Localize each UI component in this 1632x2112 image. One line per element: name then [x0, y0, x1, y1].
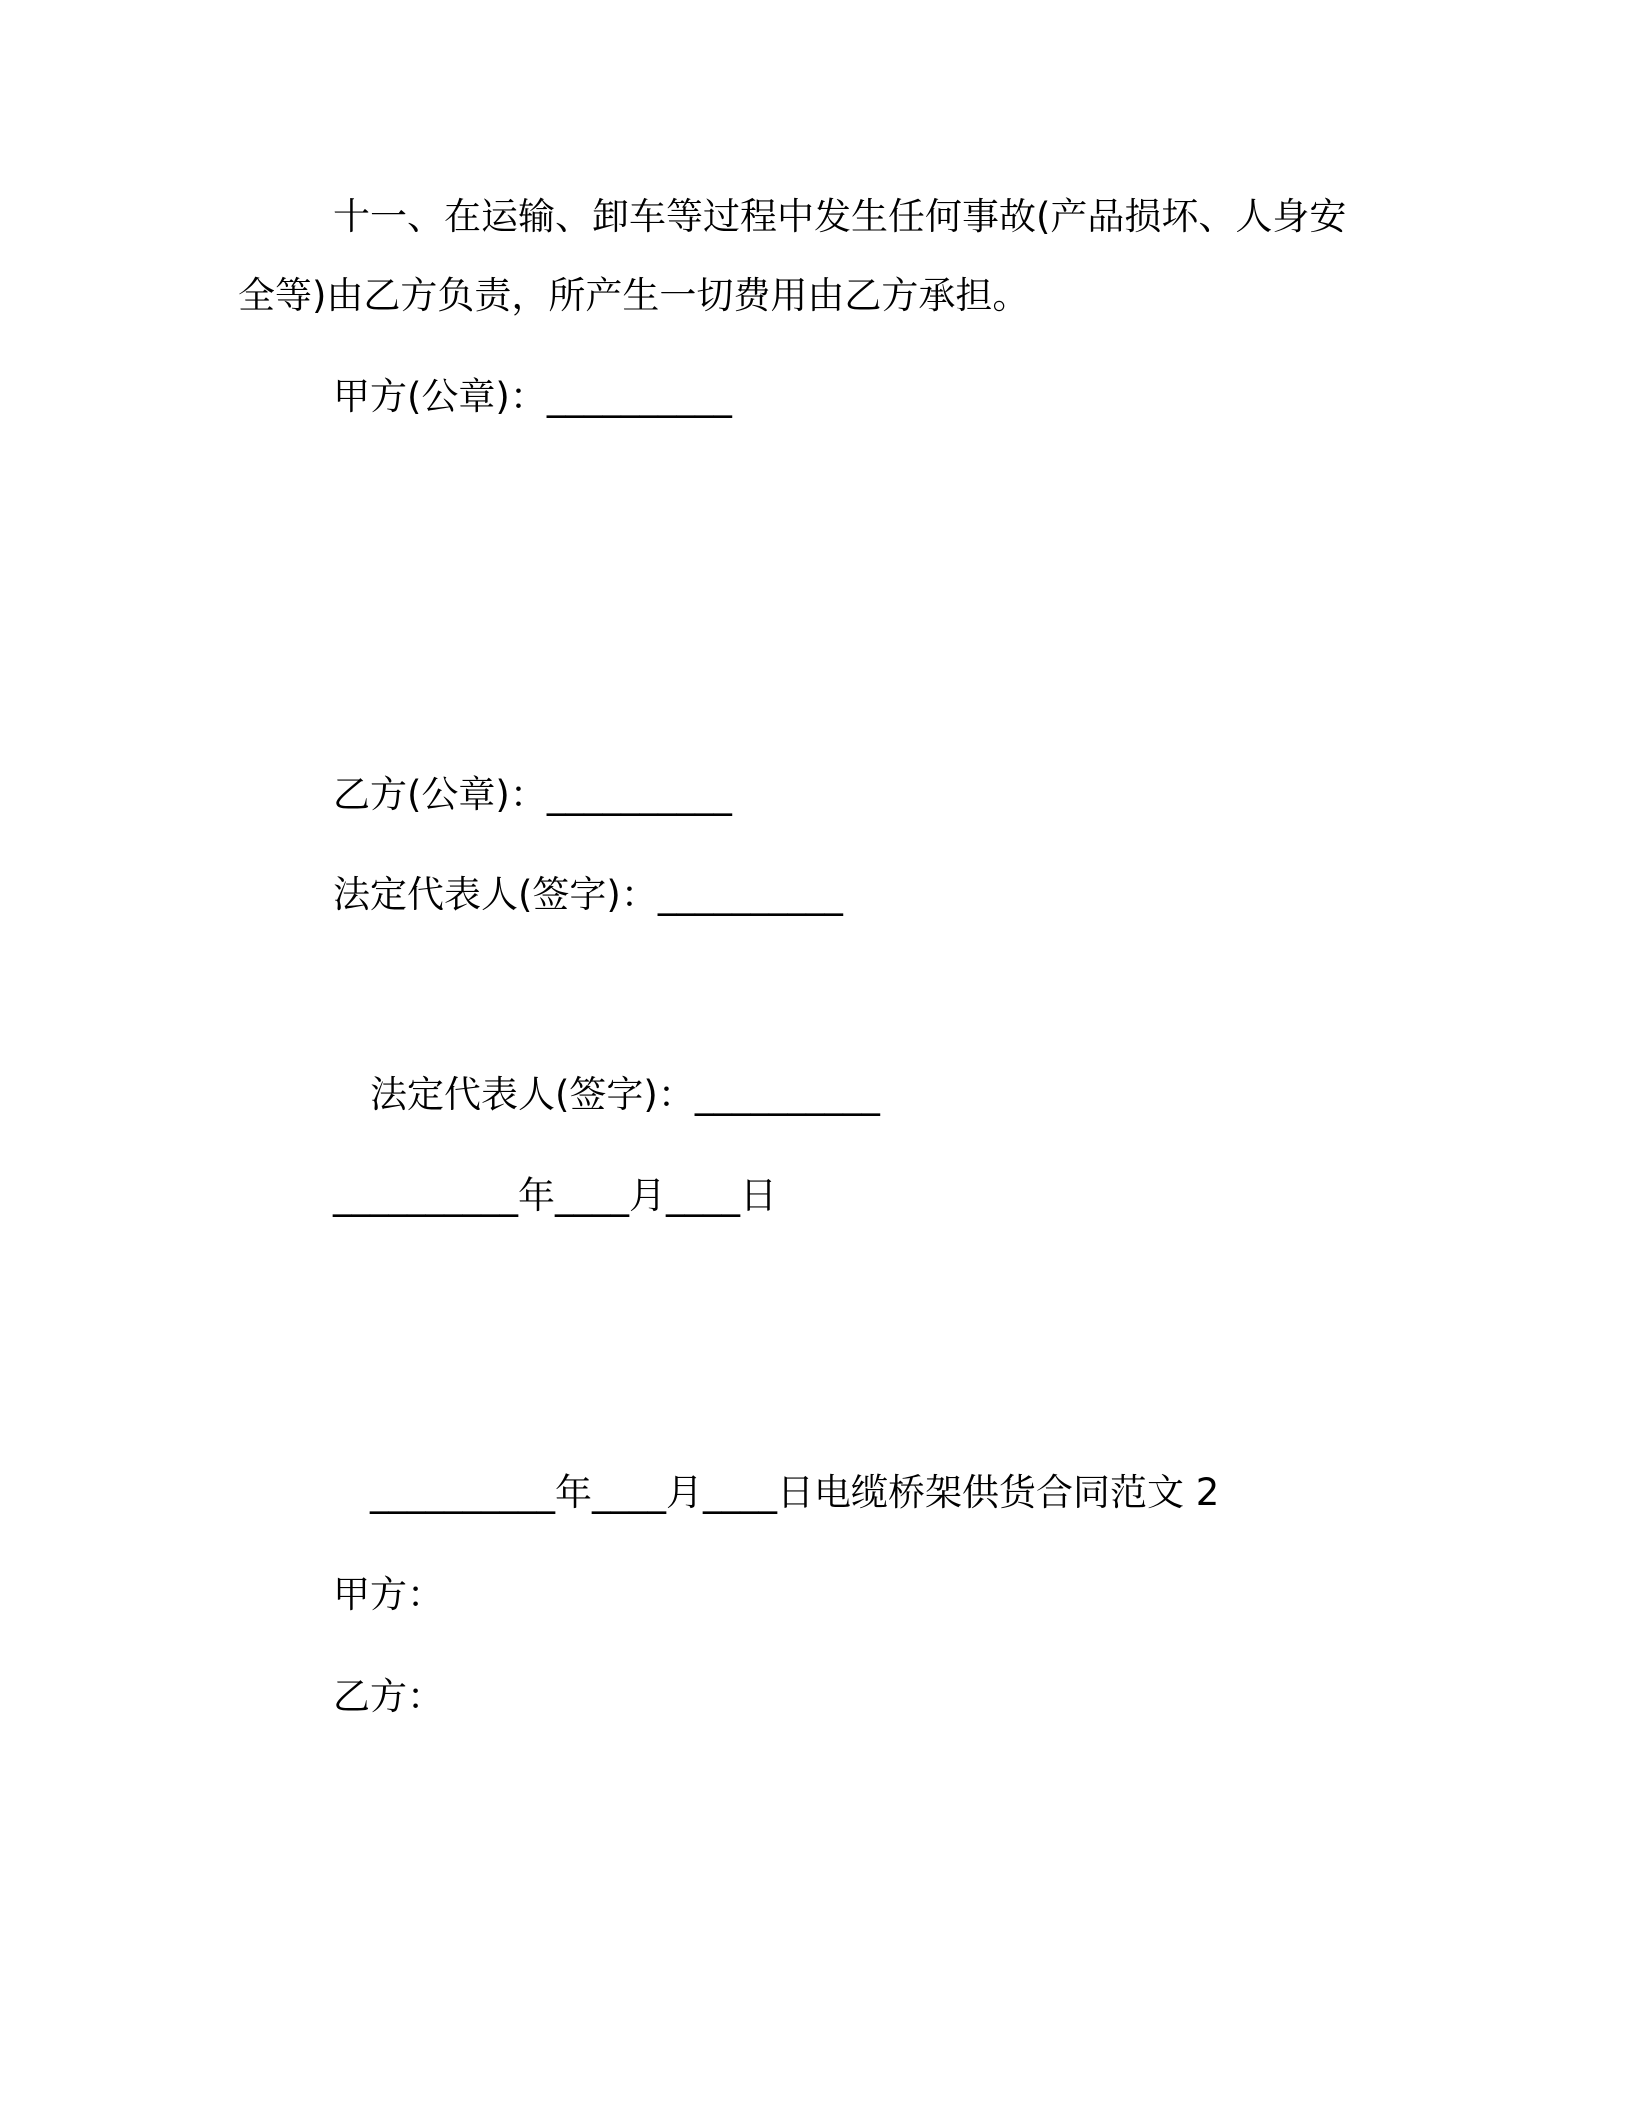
party-b-seal-field: 乙方(公章)：__________: [333, 773, 732, 816]
clause-11-line-2: 全等)由乙方负责，所产生一切费用由乙方承担。: [238, 274, 1030, 317]
party-b-label: 乙方：: [333, 1675, 444, 1718]
party-a-seal-field: 甲方(公章)：__________: [333, 375, 732, 418]
legal-rep-sign-field-1: 法定代表人(签字)：__________: [333, 873, 843, 916]
party-a-label: 甲方：: [333, 1573, 444, 1616]
date-line: __________年____月____日: [333, 1174, 777, 1217]
legal-rep-sign-field-2: 法定代表人(签字)：__________: [370, 1073, 880, 1116]
second-contract-title: __________年____月____日电缆桥架供货合同范文 2: [370, 1471, 1220, 1514]
clause-11-line-1: 十一、在运输、卸车等过程中发生任何事故(产品损坏、人身安: [333, 195, 1347, 238]
